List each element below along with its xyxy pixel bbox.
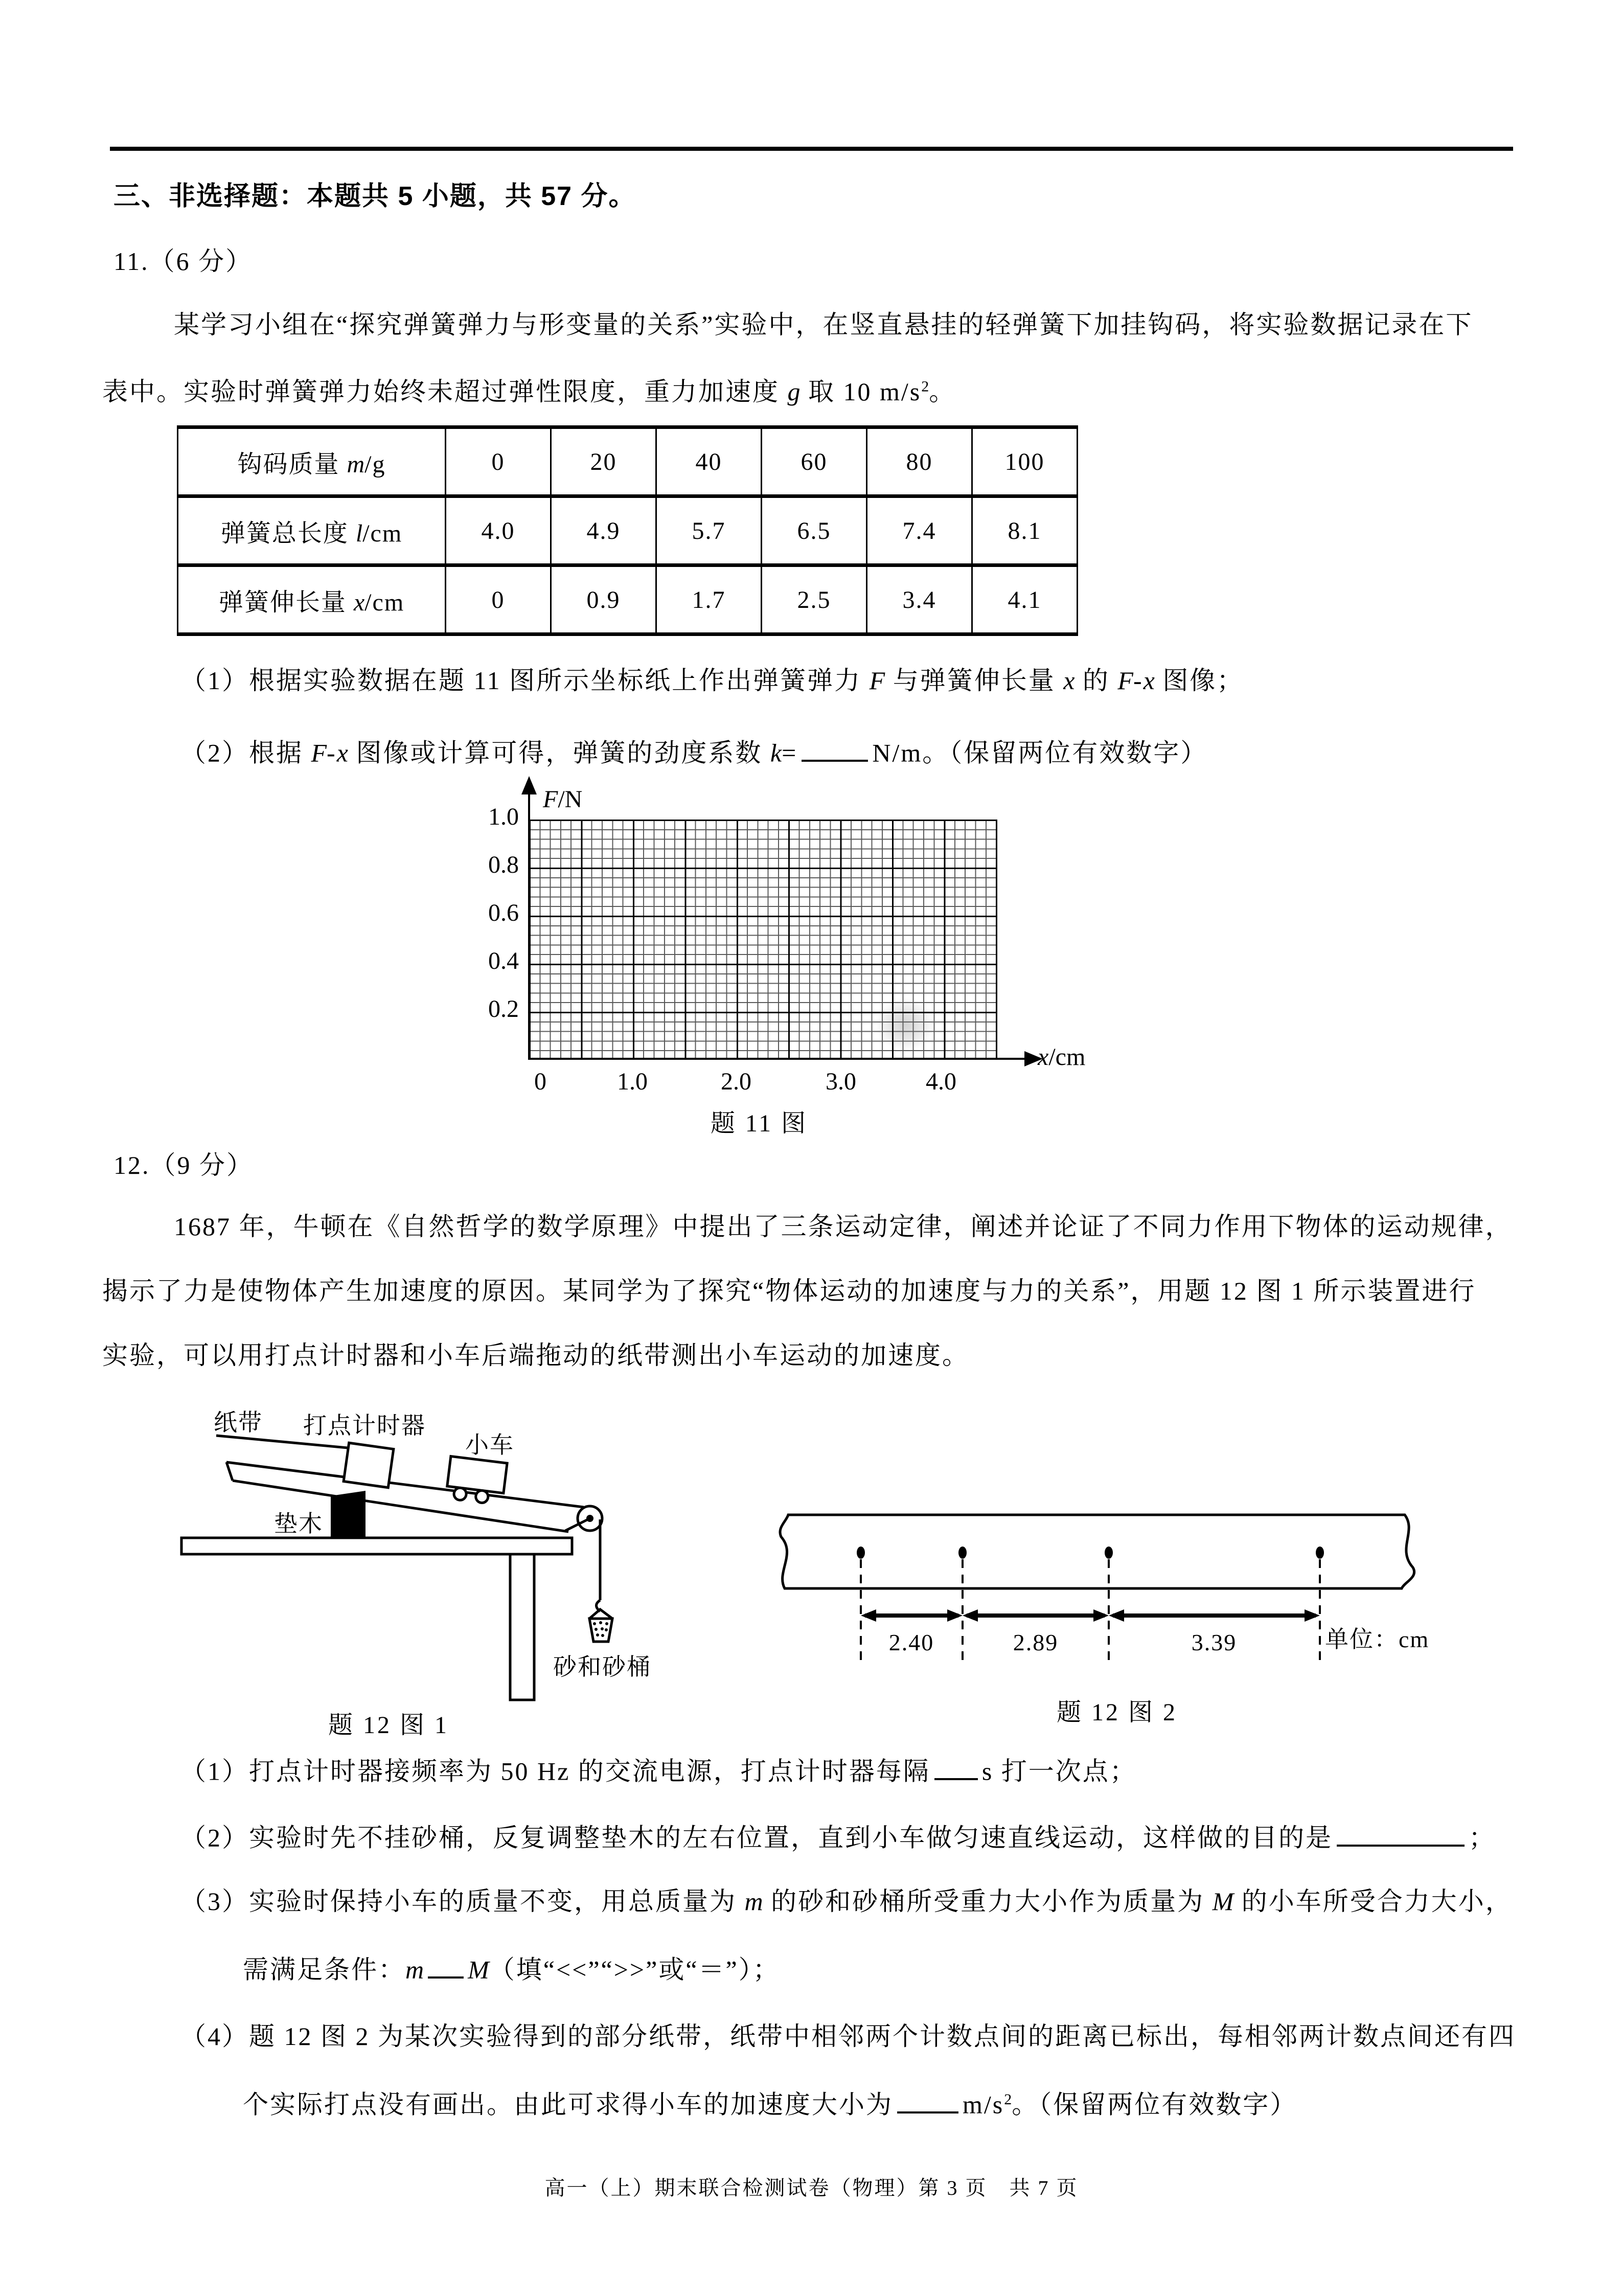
label-wedge: 垫木 [274, 1511, 323, 1537]
table-row [178, 427, 1078, 496]
desk-leg [510, 1554, 534, 1700]
x-axis-label: x/cm [1038, 1043, 1086, 1071]
table-cell: 40 [656, 427, 762, 496]
q12-figure2-caption: 题 12 图 2 [1056, 1699, 1177, 1726]
table-cell: 1.7 [656, 565, 762, 634]
y-tick: 0.6 [488, 899, 519, 926]
x-tick: 0 [534, 1068, 546, 1095]
table-cell: 0 [446, 565, 551, 634]
table-cell: 100 [972, 427, 1078, 496]
gap-value: 2.40 [888, 1629, 934, 1655]
board-left-end [226, 1462, 233, 1481]
table-cell: 3.4 [867, 565, 972, 634]
table-cell: 4.0 [446, 496, 551, 565]
answer-blank [897, 2087, 958, 2113]
ticker-timer-box [344, 1443, 394, 1488]
board-top-edge [226, 1462, 584, 1507]
tape-dots [857, 1547, 1324, 1559]
gap-value: 2.89 [1013, 1629, 1059, 1655]
y-tick: 0.4 [488, 947, 519, 974]
table-row [178, 496, 1078, 565]
table-cell: 8.1 [972, 496, 1078, 565]
page-footer: 高一（上）期末联合检测试卷（物理）第 3 页 共 7 页 [544, 2176, 1079, 2199]
q11-sub1: （1）根据实验数据在题 11 图所示坐标纸上作出弹簧弹力 F 与弹簧伸长量 x 的 F-x 图像； [180, 666, 1244, 695]
table-cell: 20 [551, 427, 656, 496]
wedge-block [331, 1491, 365, 1538]
answer-blank [934, 1754, 978, 1780]
q11-stem-line2: 表中。实验时弹簧弹力始终未超过弹性限度，重力加速度 g 取 10 $m/s^2$。 [102, 377, 956, 406]
table-cell: 6.5 [762, 496, 867, 565]
y-tick: 0.8 [488, 851, 519, 878]
label-paper-tape: 纸带 [214, 1410, 263, 1436]
table-cell: 2.5 [762, 565, 867, 634]
section-heading: 三、非选择题：本题共 5 小题，共 57 分。 [113, 181, 636, 211]
answer-blank [1337, 1820, 1465, 1847]
label-sand-bucket: 砂和砂桶 [553, 1654, 651, 1680]
table-cell: 4.9 [551, 496, 656, 565]
q11-figure-caption: 题 11 图 [710, 1110, 808, 1137]
row-label: 钩码质量 m/g [178, 427, 446, 496]
bucket-handle [589, 1609, 612, 1619]
row-label: 弹簧伸长量 x/cm [178, 565, 446, 634]
q11-data-table [177, 425, 1078, 636]
answer-blank [802, 735, 868, 762]
cart [446, 1457, 507, 1506]
q12-stem-line3: 实验，可以用打点计时器和小车后端拖动的纸带测出小车运动的加速度。 [102, 1341, 969, 1370]
gap-value: 3.39 [1191, 1629, 1237, 1655]
answer-blank [428, 1952, 464, 1979]
desk-top [181, 1538, 572, 1554]
q12-stem-line1: 1687 年，牛顿在《自然哲学的数学原理》中提出了三条运动定律，阐述并论证了不同力作用下物体的运动规律， [174, 1212, 1513, 1241]
q11-sub2: （2）根据 F-x 图像或计算可得，弹簧的劲度系数 k= N/m。（保留两位有效数字） [180, 735, 1207, 769]
q12-sub4-cont: 个实际打点没有画出。由此可求得小车的加速度大小为 $m/s^2$。（保留两位有效数字） [243, 2087, 1297, 2121]
q11-stem-line1: 某学习小组在“探究弹簧弹力与形变量的关系”实验中，在竖直悬挂的轻弹簧下加挂钩码，将实验数据记录在下 [174, 310, 1473, 339]
table-cell: 0.9 [551, 565, 656, 634]
table-cell: 60 [762, 427, 867, 496]
scan-smudge [876, 998, 935, 1051]
table-cell: 80 [867, 427, 972, 496]
q12-number: 12.（9 分） [113, 1151, 254, 1179]
row-label: 弹簧总长度 l/cm [178, 496, 446, 565]
q12-figure1-caption: 题 12 图 1 [328, 1712, 449, 1739]
graph-y-axis [528, 793, 530, 1060]
label-ticker-timer: 打点计时器 [303, 1413, 426, 1439]
cart-wheel [475, 1490, 489, 1504]
graph-x-axis [529, 1058, 1026, 1060]
x-tick: 4.0 [926, 1068, 956, 1095]
table-row [178, 565, 1078, 634]
y-tick: 0.2 [488, 995, 519, 1022]
section-divider-rule [110, 147, 1513, 151]
q12-stem-line2: 揭示了力是使物体产生加速度的原因。某同学为了探究“物体运动的加速度与力的关系”，用题 12 图 1 所示装置进行 [102, 1277, 1476, 1305]
q12-sub3-cont: 需满足条件：m M（填“<<”“>>”或“＝”）； [243, 1952, 780, 1986]
unit-label: 单位：cm [1325, 1626, 1430, 1652]
q12-sub2: （2）实验时先不挂砂桶，反复调整垫木的左右位置，直到小车做匀速直线运动，这样做的目的是 ； [180, 1820, 1496, 1854]
y-tick: 1.0 [488, 803, 519, 830]
q12-sub1: （1）打点计时器接频率为 50 Hz 的交流电源，打点计时器每隔 s 打一次点； [180, 1754, 1137, 1787]
table-cell: 0 [446, 427, 551, 496]
q12-sub4: （4）题 12 图 2 为某次实验得到的部分纸带，纸带中相邻两个计数点间的距离已标出，每相邻两计数点间还有四 [180, 2022, 1516, 2051]
table-cell: 4.1 [972, 565, 1078, 634]
x-tick: 3.0 [826, 1068, 856, 1095]
y-axis-label: F/N [543, 786, 583, 813]
y-axis-arrow-icon [521, 776, 537, 794]
q12-sub3: （3）实验时保持小车的质量不变，用总质量为 m 的砂和砂桶所受重力大小作为质量为 M 的小车所受合力大小， [180, 1887, 1513, 1916]
x-tick: 2.0 [721, 1068, 751, 1095]
q11-number: 11.（6 分） [113, 247, 253, 276]
label-cart: 小车 [465, 1432, 514, 1458]
cart-wheel [453, 1487, 467, 1501]
table-cell: 7.4 [867, 496, 972, 565]
x-tick: 1.0 [617, 1068, 648, 1095]
table-cell: 5.7 [656, 496, 762, 565]
